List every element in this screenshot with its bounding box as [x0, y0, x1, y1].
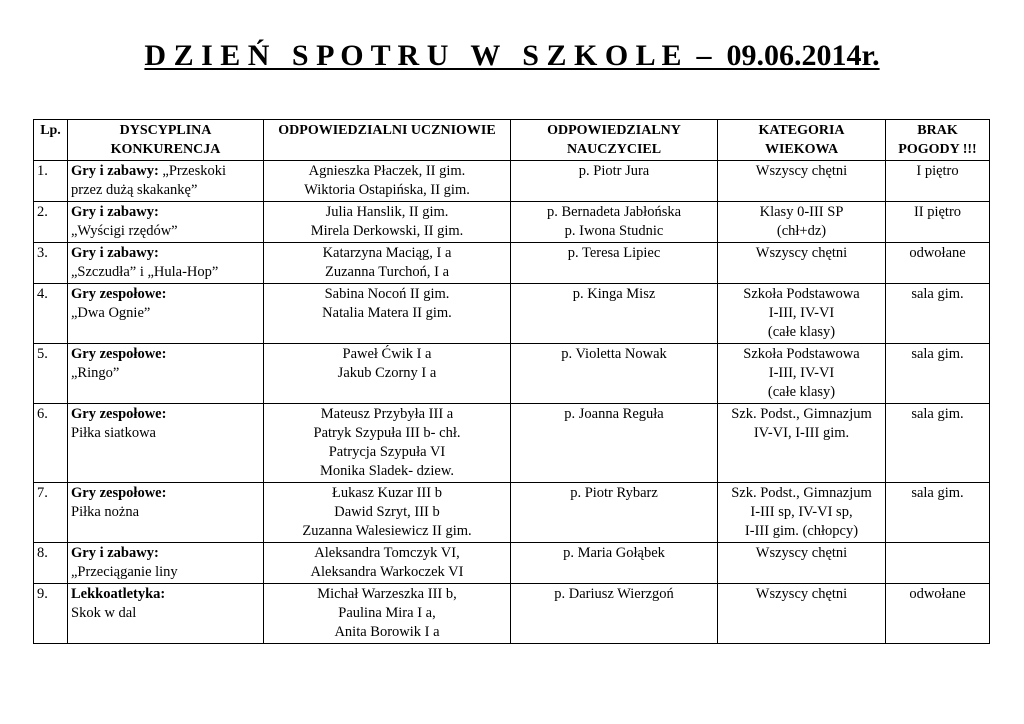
- discipline-type: Gry zespołowe:: [71, 346, 167, 362]
- discipline-name: „Przeciąganie liny: [71, 564, 178, 580]
- page-title: D Z I E Ń S P O T R U W S Z K O L E – 09.06.2014r.: [144, 39, 880, 72]
- header-teacher: ODPOWIEDZIALNY NAUCZYCIEL: [511, 120, 718, 161]
- category-cell: Szk. Podst., Gimnazjum I-III sp, IV-VI sp, I-III gim. (chłopcy): [718, 483, 886, 543]
- table-row: [34, 584, 990, 644]
- category-cell: Szkoła Podstawowa I-III, IV-VI (całe klasy): [718, 344, 886, 404]
- table-row: [34, 543, 990, 584]
- teacher-cell: p. Kinga Misz: [511, 284, 718, 344]
- teacher-cell: p. Piotr Jura: [511, 161, 718, 202]
- row-number: 8.: [34, 543, 68, 584]
- discipline-name: „Szczudła” i „Hula-Hop”: [71, 264, 219, 280]
- students-cell: Katarzyna Maciąg, I a Zuzanna Turchoń, I a: [264, 243, 511, 284]
- discipline-type: Gry i zabawy:: [71, 245, 159, 261]
- row-number: 1.: [34, 161, 68, 202]
- students-cell: Aleksandra Tomczyk VI, Aleksandra Warkoczek VI: [264, 543, 511, 584]
- no-weather-cell: odwołane: [886, 243, 990, 284]
- header-discipline: DYSCYPLINA KONKURENCJA: [68, 120, 264, 161]
- category-cell: Wszyscy chętni: [718, 584, 886, 644]
- discipline-cell: [68, 243, 264, 284]
- discipline-cell: [68, 584, 264, 644]
- discipline-name: Piłka nożna: [71, 504, 140, 520]
- teacher-cell: p. Violetta Nowak: [511, 344, 718, 404]
- discipline-cell: [68, 483, 264, 543]
- discipline-name: „Wyścigi rzędów”: [71, 223, 178, 239]
- header-category: KATEGORIA WIEKOWA: [718, 120, 886, 161]
- discipline-name: „Dwa Ognie”: [71, 305, 151, 321]
- students-cell: Sabina Nocoń II gim. Natalia Matera II gim.: [264, 284, 511, 344]
- table-row: [34, 344, 990, 404]
- row-number: 3.: [34, 243, 68, 284]
- discipline-type: Lekkoatletyka:: [71, 586, 166, 602]
- discipline-cell: [68, 284, 264, 344]
- table-row: [34, 284, 990, 344]
- discipline-type: Gry i zabawy:: [71, 163, 159, 179]
- students-cell: Łukasz Kuzar III b Dawid Szryt, III b Zuzanna Walesiewicz II gim.: [264, 483, 511, 543]
- teacher-cell: p. Teresa Lipiec: [511, 243, 718, 284]
- schedule-table: [33, 119, 990, 644]
- no-weather-cell: [886, 543, 990, 584]
- teacher-cell: p. Piotr Rybarz: [511, 483, 718, 543]
- students-cell: Paweł Ćwik I a Jakub Czorny I a: [264, 344, 511, 404]
- row-number: 4.: [34, 284, 68, 344]
- discipline-cell: [68, 161, 264, 202]
- students-cell: Julia Hanslik, II gim. Mirela Derkowski, II gim.: [264, 202, 511, 243]
- discipline-type: Gry zespołowe:: [71, 286, 167, 302]
- no-weather-cell: II piętro: [886, 202, 990, 243]
- table-row: [34, 161, 990, 202]
- teacher-cell: p. Bernadeta Jabłońska p. Iwona Studnic: [511, 202, 718, 243]
- discipline-name: Piłka siatkowa: [71, 425, 156, 441]
- students-cell: Mateusz Przybyła III a Patryk Szypuła III b- chł. Patrycja Szypuła VI Monika Sladek- dziew.: [264, 404, 511, 483]
- no-weather-cell: sala gim.: [886, 404, 990, 483]
- row-number: 9.: [34, 584, 68, 644]
- category-cell: Szkoła Podstawowa I-III, IV-VI (całe klasy): [718, 284, 886, 344]
- header-no-weather: BRAK POGODY !!!: [886, 120, 990, 161]
- no-weather-cell: sala gim.: [886, 483, 990, 543]
- category-cell: Wszyscy chętni: [718, 243, 886, 284]
- row-number: 5.: [34, 344, 68, 404]
- discipline-cell: [68, 202, 264, 243]
- row-number: 7.: [34, 483, 68, 543]
- row-number: 2.: [34, 202, 68, 243]
- category-cell: Szk. Podst., Gimnazjum IV-VI, I-III gim.: [718, 404, 886, 483]
- table-row: [34, 202, 990, 243]
- teacher-cell: p. Maria Gołąbek: [511, 543, 718, 584]
- table-row: [34, 483, 990, 543]
- table-header-row: [34, 120, 990, 161]
- category-cell: Klasy 0-III SP (chł+dz): [718, 202, 886, 243]
- students-cell: Michał Warzeszka III b, Paulina Mira I a, Anita Borowik I a: [264, 584, 511, 644]
- discipline-name: „Ringo”: [71, 365, 120, 381]
- no-weather-cell: sala gim.: [886, 284, 990, 344]
- discipline-type: Gry zespołowe:: [71, 485, 167, 501]
- row-number: 6.: [34, 404, 68, 483]
- discipline-name: „Przeskoki przez dużą skakankę”: [71, 163, 227, 198]
- discipline-cell: [68, 344, 264, 404]
- students-cell: Agnieszka Płaczek, II gim. Wiktoria Ostapińska, II gim.: [264, 161, 511, 202]
- table-row: [34, 404, 990, 483]
- discipline-cell: [68, 404, 264, 483]
- discipline-type: Gry i zabawy:: [71, 545, 159, 561]
- header-students: ODPOWIEDZIALNI UCZNIOWIE: [264, 120, 511, 161]
- teacher-cell: p. Joanna Reguła: [511, 404, 718, 483]
- table-row: [34, 243, 990, 284]
- discipline-type: Gry zespołowe:: [71, 406, 167, 422]
- no-weather-cell: I piętro: [886, 161, 990, 202]
- no-weather-cell: sala gim.: [886, 344, 990, 404]
- header-lp: Lp.: [34, 120, 68, 161]
- teacher-cell: p. Dariusz Wierzgoń: [511, 584, 718, 644]
- discipline-name: Skok w dal: [71, 605, 137, 621]
- discipline-cell: [68, 543, 264, 584]
- category-cell: Wszyscy chętni: [718, 543, 886, 584]
- category-cell: Wszyscy chętni: [718, 161, 886, 202]
- discipline-type: Gry i zabawy:: [71, 204, 159, 220]
- no-weather-cell: odwołane: [886, 584, 990, 644]
